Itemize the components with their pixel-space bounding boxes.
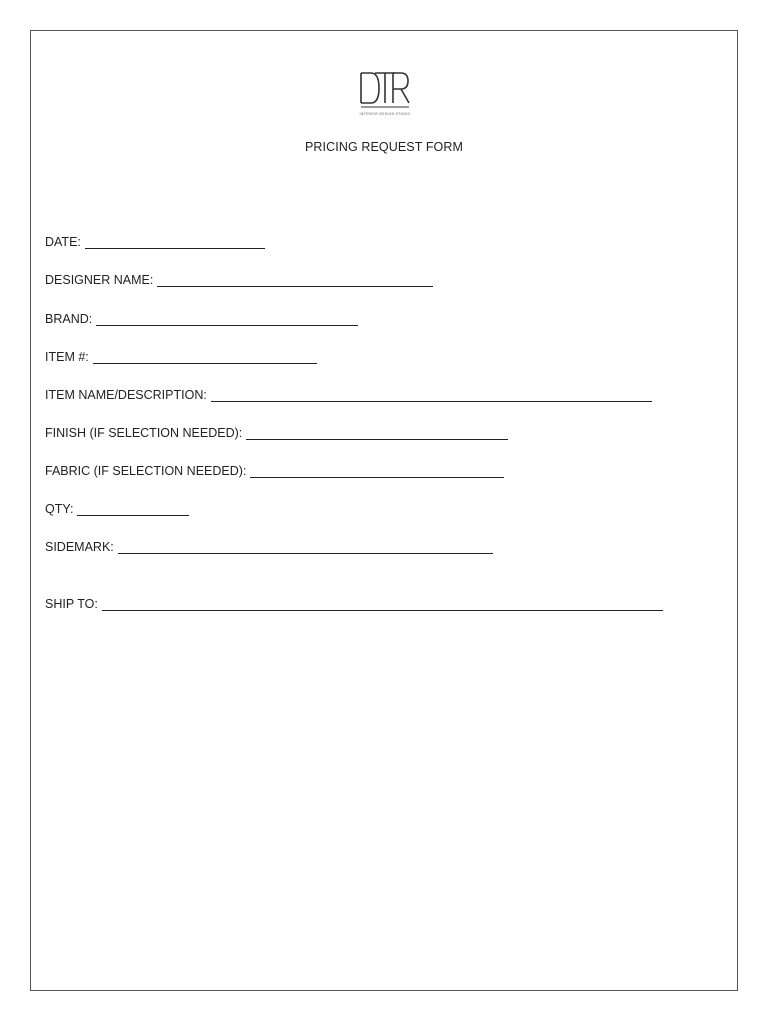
- designer-name-field: [45, 271, 433, 287]
- finish-field: [45, 424, 508, 440]
- item-description-field: [45, 386, 652, 402]
- item-description-input-line[interactable]: [211, 387, 652, 402]
- item-number-input-line[interactable]: [93, 349, 317, 364]
- ship-to-input-line[interactable]: [102, 596, 663, 611]
- fabric-input-line[interactable]: [250, 463, 504, 478]
- qty-label: QTY:: [45, 502, 74, 516]
- item-description-label: ITEM NAME/DESCRIPTION:: [45, 388, 207, 402]
- fabric-field: [45, 462, 504, 478]
- brand-input-line[interactable]: [96, 311, 358, 326]
- item-number-field: [45, 348, 317, 364]
- ship-to-label: SHIP TO:: [45, 597, 98, 611]
- sidemark-input-line[interactable]: [118, 539, 493, 554]
- qty-input-line[interactable]: [77, 501, 189, 516]
- designer-name-label: DESIGNER NAME:: [45, 273, 154, 287]
- date-field: [45, 233, 265, 249]
- date-label: DATE:: [45, 235, 81, 249]
- item-number-label: ITEM #:: [45, 350, 89, 364]
- designer-name-input-line[interactable]: [157, 272, 433, 287]
- logo-tagline: INTERIOR DESIGN STUDIO: [359, 112, 411, 116]
- finish-input-line[interactable]: [246, 425, 508, 440]
- sidemark-field: [45, 538, 493, 554]
- form-page: [30, 30, 738, 991]
- ship-to-field: [45, 595, 663, 611]
- finish-label: FINISH (IF SELECTION NEEDED):: [45, 426, 243, 440]
- date-input-line[interactable]: [85, 234, 265, 249]
- form-title: PRICING REQUEST FORM: [304, 140, 464, 154]
- brand-field: [45, 310, 358, 326]
- dtr-logo-icon: [359, 69, 413, 119]
- fabric-label: FABRIC (IF SELECTION NEEDED):: [45, 464, 247, 478]
- sidemark-label: SIDEMARK:: [45, 540, 114, 554]
- qty-field: [45, 500, 189, 516]
- brand-label: BRAND:: [45, 312, 93, 326]
- dtr-logo: [359, 69, 413, 119]
